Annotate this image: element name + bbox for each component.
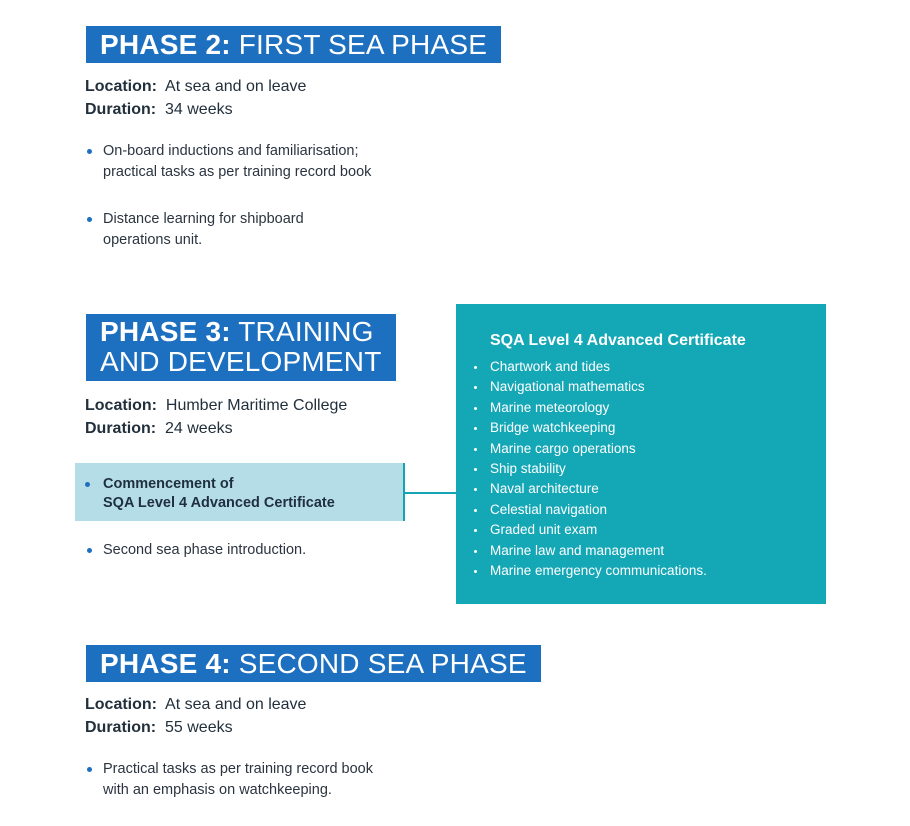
certificate-highlight-text	[103, 475, 335, 513]
certificate-highlight	[75, 463, 405, 521]
phase-2-title	[86, 26, 501, 63]
duration-value: 34 weeks	[165, 101, 233, 118]
phase-3-title-lead: PHASE 3:	[100, 316, 231, 347]
duration-label: Duration:	[85, 719, 157, 736]
phase-3-title-line2: AND DEVELOPMENT	[100, 346, 382, 377]
duration-label: Duration:	[85, 420, 157, 437]
bullet-line: practical tasks as per training record book	[103, 164, 372, 180]
certificate-item: Naval architecture	[490, 479, 707, 499]
certificate-item: Marine meteorology	[490, 398, 707, 418]
phase-2-title-lead: PHASE 2:	[100, 29, 231, 60]
location-label: Location:	[85, 696, 157, 713]
duration-value: 24 weeks	[165, 420, 233, 437]
certificate-item: Bridge watchkeeping	[490, 418, 707, 438]
location-label: Location:	[85, 397, 157, 414]
phase-4-title-rest: SECOND SEA PHASE	[238, 648, 527, 679]
phase-4-meta	[85, 693, 306, 739]
bullet-item	[85, 141, 371, 183]
certificate-panel	[456, 304, 826, 604]
bullet-item	[85, 209, 304, 251]
phase-3-bullets	[85, 540, 306, 561]
certificate-item: Marine law and management	[490, 541, 707, 561]
phase-2-title-rest: FIRST SEA PHASE	[238, 29, 488, 60]
certificate-item: Marine emergency communications.	[490, 561, 707, 581]
connector-line	[404, 492, 456, 494]
phase-2-bullets-2	[85, 209, 304, 251]
phase-3-title-rest: TRAINING	[238, 316, 374, 347]
duration-label: Duration:	[85, 101, 157, 118]
location-value: Humber Maritime College	[165, 397, 348, 414]
duration-value: 55 weeks	[165, 719, 233, 736]
certificate-item: Ship stability	[490, 459, 707, 479]
phase-3-meta	[85, 394, 347, 440]
phase-4-bullets	[85, 759, 373, 801]
bullet-line: operations unit.	[103, 232, 203, 248]
phase-2-bullets	[85, 141, 371, 183]
bullet-item: Second sea phase introduction.	[85, 540, 306, 561]
bullet-line: On-board inductions and familiarisation;	[103, 143, 359, 159]
certificate-item: Navigational mathematics	[490, 377, 707, 397]
location-value: At sea and on leave	[165, 78, 307, 95]
bullet-line: Distance learning for shipboard	[103, 211, 304, 227]
phase-4-title-lead: PHASE 4:	[100, 648, 231, 679]
location-value: At sea and on leave	[165, 696, 307, 713]
phase-2-meta	[85, 75, 306, 121]
certificate-item: Chartwork and tides	[490, 357, 707, 377]
bullet-line: Practical tasks as per training record book	[103, 761, 373, 777]
phase-4-title	[86, 645, 541, 682]
certificate-title: SQA Level 4 Advanced Certificate	[490, 332, 746, 349]
certificate-item: Graded unit exam	[490, 520, 707, 540]
bullet-line: with an emphasis on watchkeeping.	[103, 782, 332, 798]
certificate-item: Marine cargo operations	[490, 439, 707, 459]
phase-3-title	[86, 314, 396, 381]
certificate-list	[490, 357, 707, 581]
highlight-line: SQA Level 4 Advanced Certificate	[103, 495, 335, 511]
highlight-line: Commencement of	[103, 476, 234, 492]
bullet-item	[85, 759, 373, 801]
location-label: Location:	[85, 78, 157, 95]
certificate-item: Celestial navigation	[490, 500, 707, 520]
